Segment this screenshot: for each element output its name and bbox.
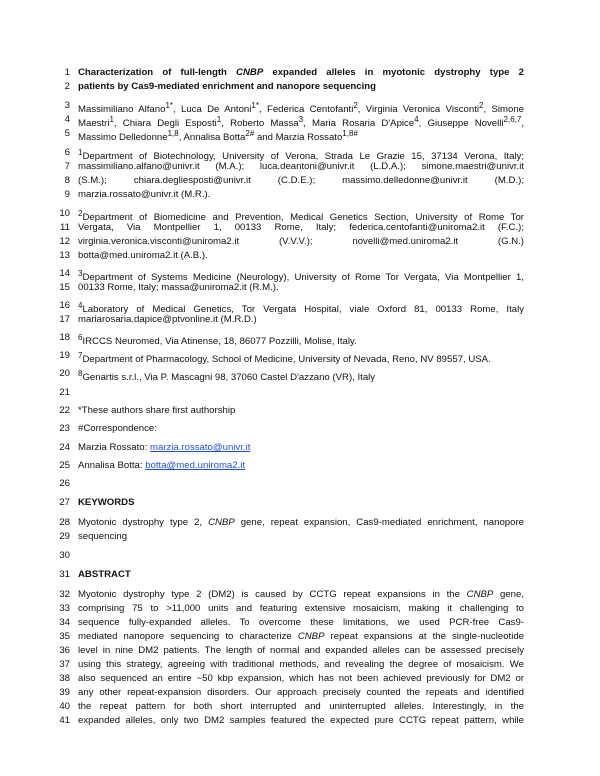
line-number: 7 xyxy=(64,161,70,172)
abstract-line-3: sequence fully-expanded alleles. To overcome these limitations, we used PCR-free Cas9- xyxy=(78,617,524,628)
authors-line-1: Massimiliano Alfano$^{1*}$, Luca De Antoni$^{1*}$, Federica Centofanti$^2$, Virginia Veronica Visconti$^2$, Simone xyxy=(78,101,524,116)
line-number: 3 xyxy=(64,100,70,111)
line-number: 27 xyxy=(59,497,70,508)
affiliation-2-line-1: $^2$Department of Biomedicine and Prevention, Medical Genetics Section, University of Rome Tor xyxy=(78,209,524,224)
email-link-botta[interactable]: botta@med.uniroma2.it xyxy=(145,460,246,471)
line-number: 15 xyxy=(59,282,70,293)
line-number: 18 xyxy=(59,332,70,343)
abstract-line-7: also sequenced an entire ~50 kbp expansion, which has not been achieved previously for DM2 or xyxy=(78,673,524,684)
abstract-line-9: the repeat pattern for both short interrupted and uninterrupted alleles. Interestingly, in the xyxy=(78,701,524,712)
keywords-heading: KEYWORDS xyxy=(78,497,135,508)
line-number: 16 xyxy=(59,300,70,311)
line-number: 23 xyxy=(59,423,70,434)
affiliation-1-line-2: massimiliano.alfano@univr.it (M.A.); luca.deantoni@univr.it (L.D.A.); simone.maestri@univr.it xyxy=(78,161,524,172)
title-line-1 xyxy=(78,66,524,79)
line-number: 1 xyxy=(64,67,70,78)
line-number: 33 xyxy=(59,603,70,614)
line-number: 13 xyxy=(59,250,70,261)
abstract-heading: ABSTRACT xyxy=(78,569,131,580)
line-number: 19 xyxy=(59,350,70,361)
abstract-line-5: level in nine DM2 patients. The length of normal and expanded alleles can be assessed precisely xyxy=(78,645,524,656)
line-number: 41 xyxy=(59,715,70,726)
abstract-line-6: using this strategy, agreeing with traditional methods, and revealing the degree of mosaicism. We xyxy=(78,659,524,670)
line-number: 24 xyxy=(59,442,70,453)
line-number: 39 xyxy=(59,687,70,698)
title-part-b: expanded alleles in myotonic dystrophy type 2 xyxy=(263,67,524,78)
line-number: 5 xyxy=(64,128,70,139)
line-number: 32 xyxy=(59,589,70,600)
title-part-a: Characterization of full-length xyxy=(78,67,237,78)
email-link-rossato[interactable]: marzia.rossato@univr.it xyxy=(149,442,251,453)
affiliation-1-line-4: marzia.rossato@univr.it (M.R.). xyxy=(78,189,211,200)
affiliation-3-line-1: $^3$Department of Systems Medicine (Neurology), University of Rome Tor Vergata, Via Montpellier 1, xyxy=(78,269,524,284)
line-number: 34 xyxy=(59,617,70,628)
first-authorship-note: *These authors share first authorship xyxy=(78,405,236,416)
line-number: 35 xyxy=(59,631,70,642)
line-number: 14 xyxy=(59,268,70,279)
keywords-line-2: sequencing xyxy=(78,531,128,542)
affiliation-4-line-2: mariarosaria.dapice@ptvonline.it (M.R.D.) xyxy=(78,314,257,325)
affiliation-2-line-4: botta@med.uniroma2.it (A.B.). xyxy=(78,250,208,261)
affiliation-2-line-2: Vergata, Via Montpellier 1, 00133 Rome, Italy; federica.centofanti@uniroma2.it (F.C.); xyxy=(78,222,524,233)
correspondence-botta: Annalisa Botta: botta@med.uniroma2.it xyxy=(78,460,246,471)
affiliation-8: $^8$Genartis s.r.l., Via P. Mascagni 98, 37060 Castel D'azzano (VR), Italy xyxy=(78,369,376,384)
line-number: 28 xyxy=(59,517,70,528)
title-line-2: patients by Cas9-mediated enrichment and nanopore sequencing xyxy=(78,81,377,92)
line-number: 9 xyxy=(64,189,70,200)
line-number: 26 xyxy=(59,478,70,489)
line-number: 29 xyxy=(59,531,70,542)
line-number: 11 xyxy=(60,222,70,233)
abstract-line-1: Myotonic dystrophy type 2 (DM2) is caused by CCTG repeat expansions in the CNBP gene, xyxy=(78,589,524,600)
affiliation-2-line-3: virginia.veronica.visconti@uniroma2.it (V.V.V.); novelli@med.uniroma2.it (G.N.) xyxy=(78,236,524,247)
line-number: 22 xyxy=(59,405,70,416)
line-number: 21 xyxy=(59,387,70,398)
line-number: 25 xyxy=(59,460,70,471)
abstract-line-2: comprising 75 to >11,000 units and featuring extensive mosaicism, making it challenging to xyxy=(78,603,524,614)
line-number: 10 xyxy=(59,208,70,219)
line-number: 20 xyxy=(59,368,70,379)
line-number: 37 xyxy=(59,659,70,670)
line-number: 38 xyxy=(59,673,70,684)
affiliation-1-line-3: (S.M.); chiara.degliesposti@univr.it (C.D.E.); massimo.delledonne@univr.it (M.D.); xyxy=(78,175,524,186)
line-number: 31 xyxy=(59,569,70,580)
abstract-line-10: expanded alleles, only two DM2 samples featured the expected pure CCTG repeat pattern, while xyxy=(78,715,524,726)
line-number: 17 xyxy=(59,314,70,325)
affiliation-3-line-2: 00133 Rome, Italy; massa@uniroma2.it (R.M.). xyxy=(78,282,279,293)
abstract-line-8: any other repeat-expansion disorders. Our approach precisely counted the repeats and identified xyxy=(78,687,524,698)
gene-name: CNBP xyxy=(236,67,264,78)
affiliation-1-line-1: $^1$Department of Biotechnology, University of Verona, Strada Le Grazie 15, 37134 Verona, Italy; xyxy=(78,148,524,163)
affiliation-7: $^7$Department of Pharmacology, School of Medicine, University of Nevada, Reno, NV 89557, USA. xyxy=(78,351,491,366)
correspondence-rossato: Marzia Rossato: marzia.rossato@univr.it xyxy=(78,442,251,453)
correspondence-label: #Correspondence: xyxy=(78,423,157,434)
keywords-line-1: Myotonic dystrophy type 2, CNBP gene, repeat expansion, Cas9-mediated enrichment, nanopore xyxy=(78,517,524,528)
line-number: 40 xyxy=(59,701,70,712)
authors-line-3: Massimo Delledonne$^{1,8}$, Annalisa Botta$^{2\#}$ and Marzia Rossato$^{1,8\#}$ xyxy=(78,129,358,144)
line-number: 6 xyxy=(64,147,70,158)
authors-line-2: Maestri$^1$, Chiara Degli Esposti$^1$, Roberto Massa$^3$, Maria Rosaria D'Apice$^4$, Giuseppe Novelli$^{2,6,7}$, xyxy=(78,115,525,130)
line-number: 12 xyxy=(59,236,70,247)
line-number: 8 xyxy=(64,175,70,186)
line-number: 2 xyxy=(64,81,70,92)
line-number: 36 xyxy=(59,645,70,656)
affiliation-6: $^6$IRCCS Neuromed, Via Atinense, 18, 86077 Pozzilli, Molise, Italy. xyxy=(78,333,357,348)
line-number: 30 xyxy=(59,550,70,561)
abstract-line-4: mediated nanopore sequencing to characterize CNBP repeat expansions at the single-nucleotide xyxy=(78,631,525,642)
line-number: 4 xyxy=(64,114,70,125)
affiliation-4-line-1: $^4$Laboratory of Medical Genetics, Tor Vergata Hospital, viale Oxford 81, 00133 Rome, Italy xyxy=(78,301,524,316)
